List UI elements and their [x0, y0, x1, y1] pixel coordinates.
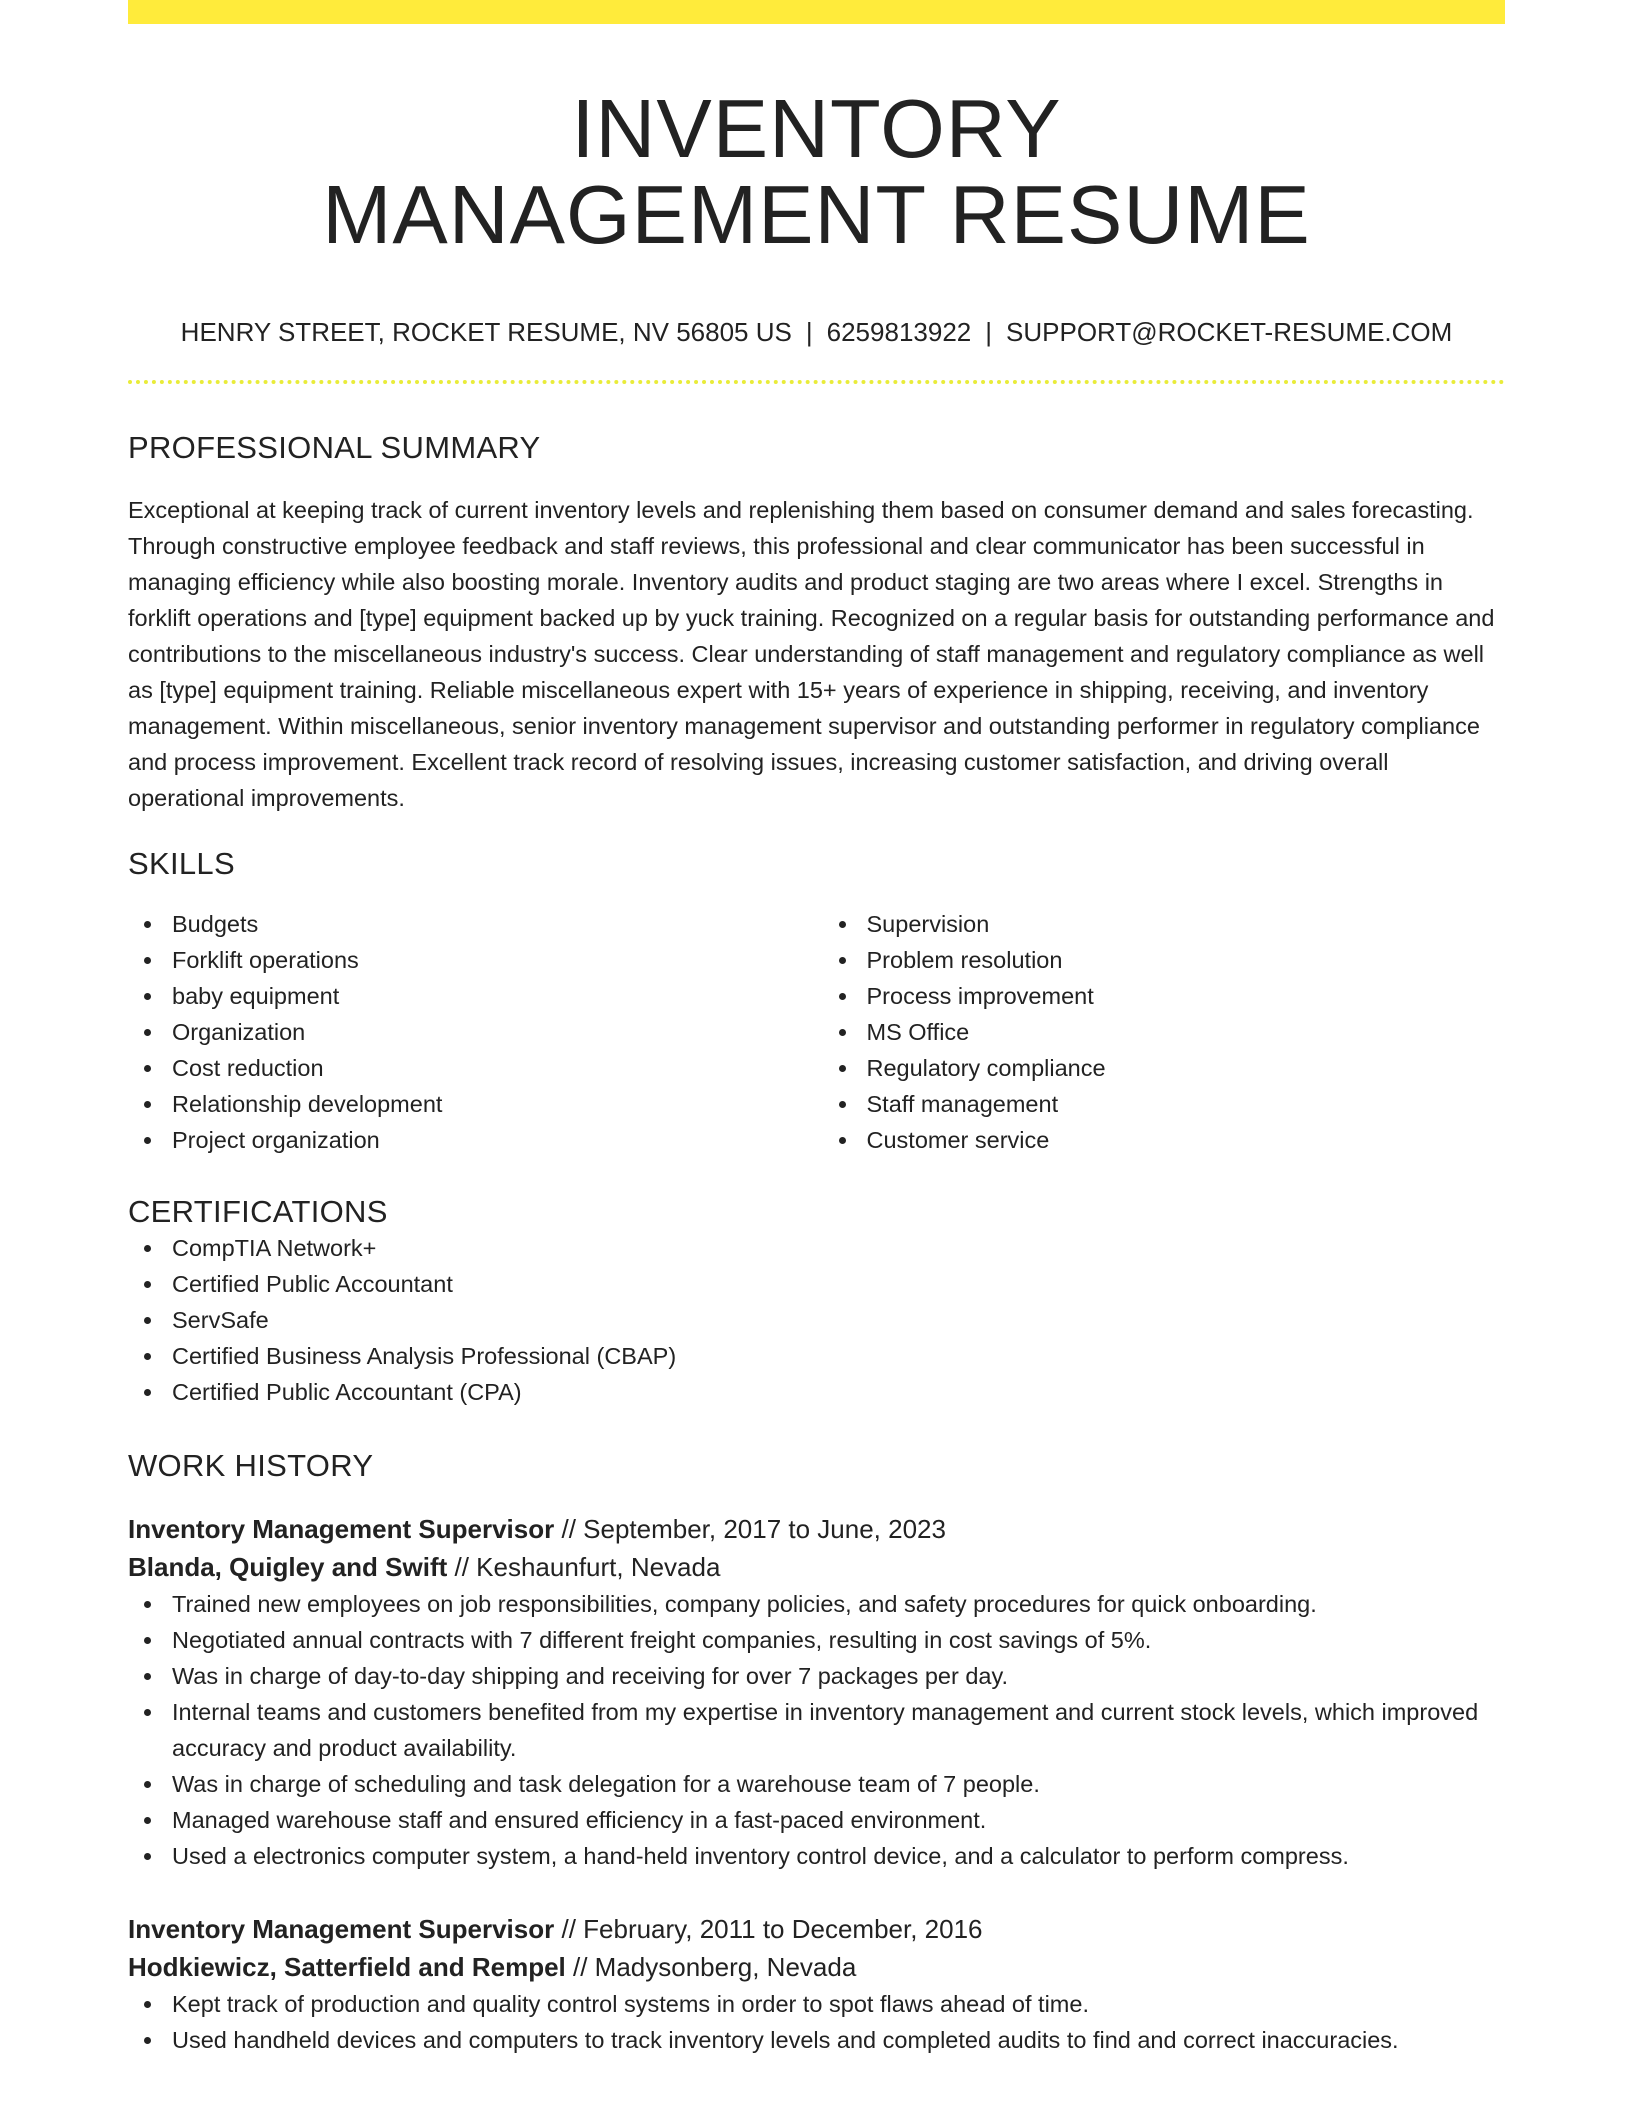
bullet-icon [144, 921, 151, 928]
job-entry [128, 1910, 1505, 2058]
bullet-icon [144, 1101, 151, 1108]
work-history-heading: WORK HISTORY [128, 1448, 374, 1483]
skills-heading: SKILLS [128, 846, 235, 881]
job-company: Hodkiewicz, Satterfield and Rempel [128, 1952, 566, 1982]
job-entry [128, 1510, 1505, 1874]
job-title: Inventory Management Supervisor [128, 1914, 555, 1944]
job-company: Blanda, Quigley and Swift [128, 1552, 448, 1582]
job-dates: // September, 2017 to June, 2023 [561, 1514, 946, 1544]
bullet-icon [839, 1137, 846, 1144]
bullet-icon [144, 1245, 151, 1252]
job-duty: Kept track of production and quality control systems in order to spot flaws ahead of time. [128, 1986, 1505, 2022]
skills-column-left [128, 906, 811, 1158]
job-duty: Used a electronics computer system, a hand-held inventory control device, and a calculator to perform compress. [128, 1838, 1505, 1874]
skills-grid [128, 906, 1505, 1158]
job-title-line [128, 1910, 1505, 1948]
job-duty: Trained new employees on job responsibilities, company policies, and safety procedures for quick onboarding. [128, 1586, 1505, 1622]
job-title: Inventory Management Supervisor [128, 1514, 555, 1544]
resume-title-line1: INVENTORY [571, 82, 1062, 175]
bullet-icon [144, 1601, 151, 1608]
job-location: // Madysonberg, Nevada [573, 1952, 857, 1982]
bullet-icon [144, 957, 151, 964]
job-title-line [128, 1510, 1505, 1548]
certifications-heading: CERTIFICATIONS [128, 1194, 388, 1229]
skill-item: MS Office [823, 1014, 1506, 1050]
bullet-icon [144, 2037, 151, 2044]
skill-item: Cost reduction [128, 1050, 811, 1086]
bullet-icon [839, 993, 846, 1000]
bullet-icon [839, 1029, 846, 1036]
bullet-icon [144, 1709, 151, 1716]
summary-heading: PROFESSIONAL SUMMARY [128, 430, 541, 465]
job-duty: Negotiated annual contracts with 7 different freight companies, resulting in cost savings of 5%. [128, 1622, 1505, 1658]
bullet-icon [144, 1637, 151, 1644]
bullet-icon [144, 1065, 151, 1072]
dotted-divider [128, 380, 1505, 384]
bullet-icon [144, 1353, 151, 1360]
skill-item: Relationship development [128, 1086, 811, 1122]
job-duties-list [128, 1586, 1505, 1874]
skill-item: Organization [128, 1014, 811, 1050]
contact-line [128, 316, 1505, 348]
certification-item: Certified Public Accountant [128, 1266, 1505, 1302]
certification-item: Certified Public Accountant (CPA) [128, 1374, 1505, 1410]
bullet-icon [839, 1065, 846, 1072]
skill-item: Project organization [128, 1122, 811, 1158]
bullet-icon [144, 1817, 151, 1824]
bullet-icon [144, 1029, 151, 1036]
bullet-icon [144, 1673, 151, 1680]
resume-title [128, 82, 1505, 261]
skill-item: Forklift operations [128, 942, 811, 978]
job-location: // Keshaunfurt, Nevada [454, 1552, 721, 1582]
job-duties-list [128, 1986, 1505, 2058]
certification-item: ServSafe [128, 1302, 1505, 1338]
bullet-icon [144, 1281, 151, 1288]
skill-item: Supervision [823, 906, 1506, 942]
bullet-icon [144, 1781, 151, 1788]
contact-address: HENRY STREET, ROCKET RESUME, NV 56805 US [180, 317, 792, 347]
resume-page [128, 0, 1505, 2112]
bullet-icon [144, 1317, 151, 1324]
job-company-line [128, 1948, 1505, 1986]
skill-item: Budgets [128, 906, 811, 942]
skills-column-right [811, 906, 1506, 1158]
skill-item: baby equipment [128, 978, 811, 1014]
bullet-icon [144, 1853, 151, 1860]
bullet-icon [839, 1101, 846, 1108]
job-dates: // February, 2011 to December, 2016 [561, 1914, 983, 1944]
skill-item: Staff management [823, 1086, 1506, 1122]
accent-top-bar [128, 0, 1505, 24]
bullet-icon [839, 957, 846, 964]
bullet-icon [144, 1137, 151, 1144]
job-duty: Used handheld devices and computers to track inventory levels and completed audits to find and correct inaccuracies. [128, 2022, 1505, 2058]
summary-text: Exceptional at keeping track of current inventory levels and replenishing them based on consumer demand and sales forecasting. Through constructive employee feedback and staff reviews, this professional and clear communicator has been successful in managing efficiency while also boosting morale. Inventory audits and product staging are two areas where I excel. Strengths in forklift operations and [type] equipment backed up by yuck training. Recognized on a regular basis for outstanding performance and contributions to the miscellaneous industry's success. Clear understanding of staff management and regulatory compliance as well as [type] equipment training. Reliable miscellaneous expert with 15+ years of experience in shipping, receiving, and inventory management. Within miscellaneous, senior inventory management supervisor and outstanding performer in regulatory compliance and process improvement. Excellent track record of resolving issues, increasing customer satisfaction, and driving overall operational improvements. [128, 497, 1495, 811]
skill-item: Regulatory compliance [823, 1050, 1506, 1086]
certifications-list [128, 1230, 1505, 1410]
bullet-icon [144, 993, 151, 1000]
skills-list-right [823, 906, 1506, 1158]
job-duty: Managed warehouse staff and ensured efficiency in a fast-paced environment. [128, 1802, 1505, 1838]
skill-item: Problem resolution [823, 942, 1506, 978]
contact-email[interactable]: SUPPORT@ROCKET-RESUME.COM [1006, 317, 1453, 347]
bullet-icon [144, 1389, 151, 1396]
job-duty: Was in charge of scheduling and task delegation for a warehouse team of 7 people. [128, 1766, 1505, 1802]
job-duty: Was in charge of day-to-day shipping and receiving for over 7 packages per day. [128, 1658, 1505, 1694]
resume-title-line2: MANAGEMENT RESUME [322, 168, 1311, 261]
job-company-line [128, 1548, 1505, 1586]
certification-item: CompTIA Network+ [128, 1230, 1505, 1266]
skills-list-left [128, 906, 811, 1158]
contact-separator: | [985, 317, 993, 347]
contact-separator: | [805, 317, 813, 347]
job-duty: Internal teams and customers benefited from my expertise in inventory management and current stock levels, which improved accuracy and product availability. [128, 1694, 1505, 1766]
skill-item: Customer service [823, 1122, 1506, 1158]
bullet-icon [144, 2001, 151, 2008]
bullet-icon [839, 921, 846, 928]
certification-item: Certified Business Analysis Professional (CBAP) [128, 1338, 1505, 1374]
contact-phone[interactable]: 6259813922 [826, 317, 972, 347]
skill-item: Process improvement [823, 978, 1506, 1014]
